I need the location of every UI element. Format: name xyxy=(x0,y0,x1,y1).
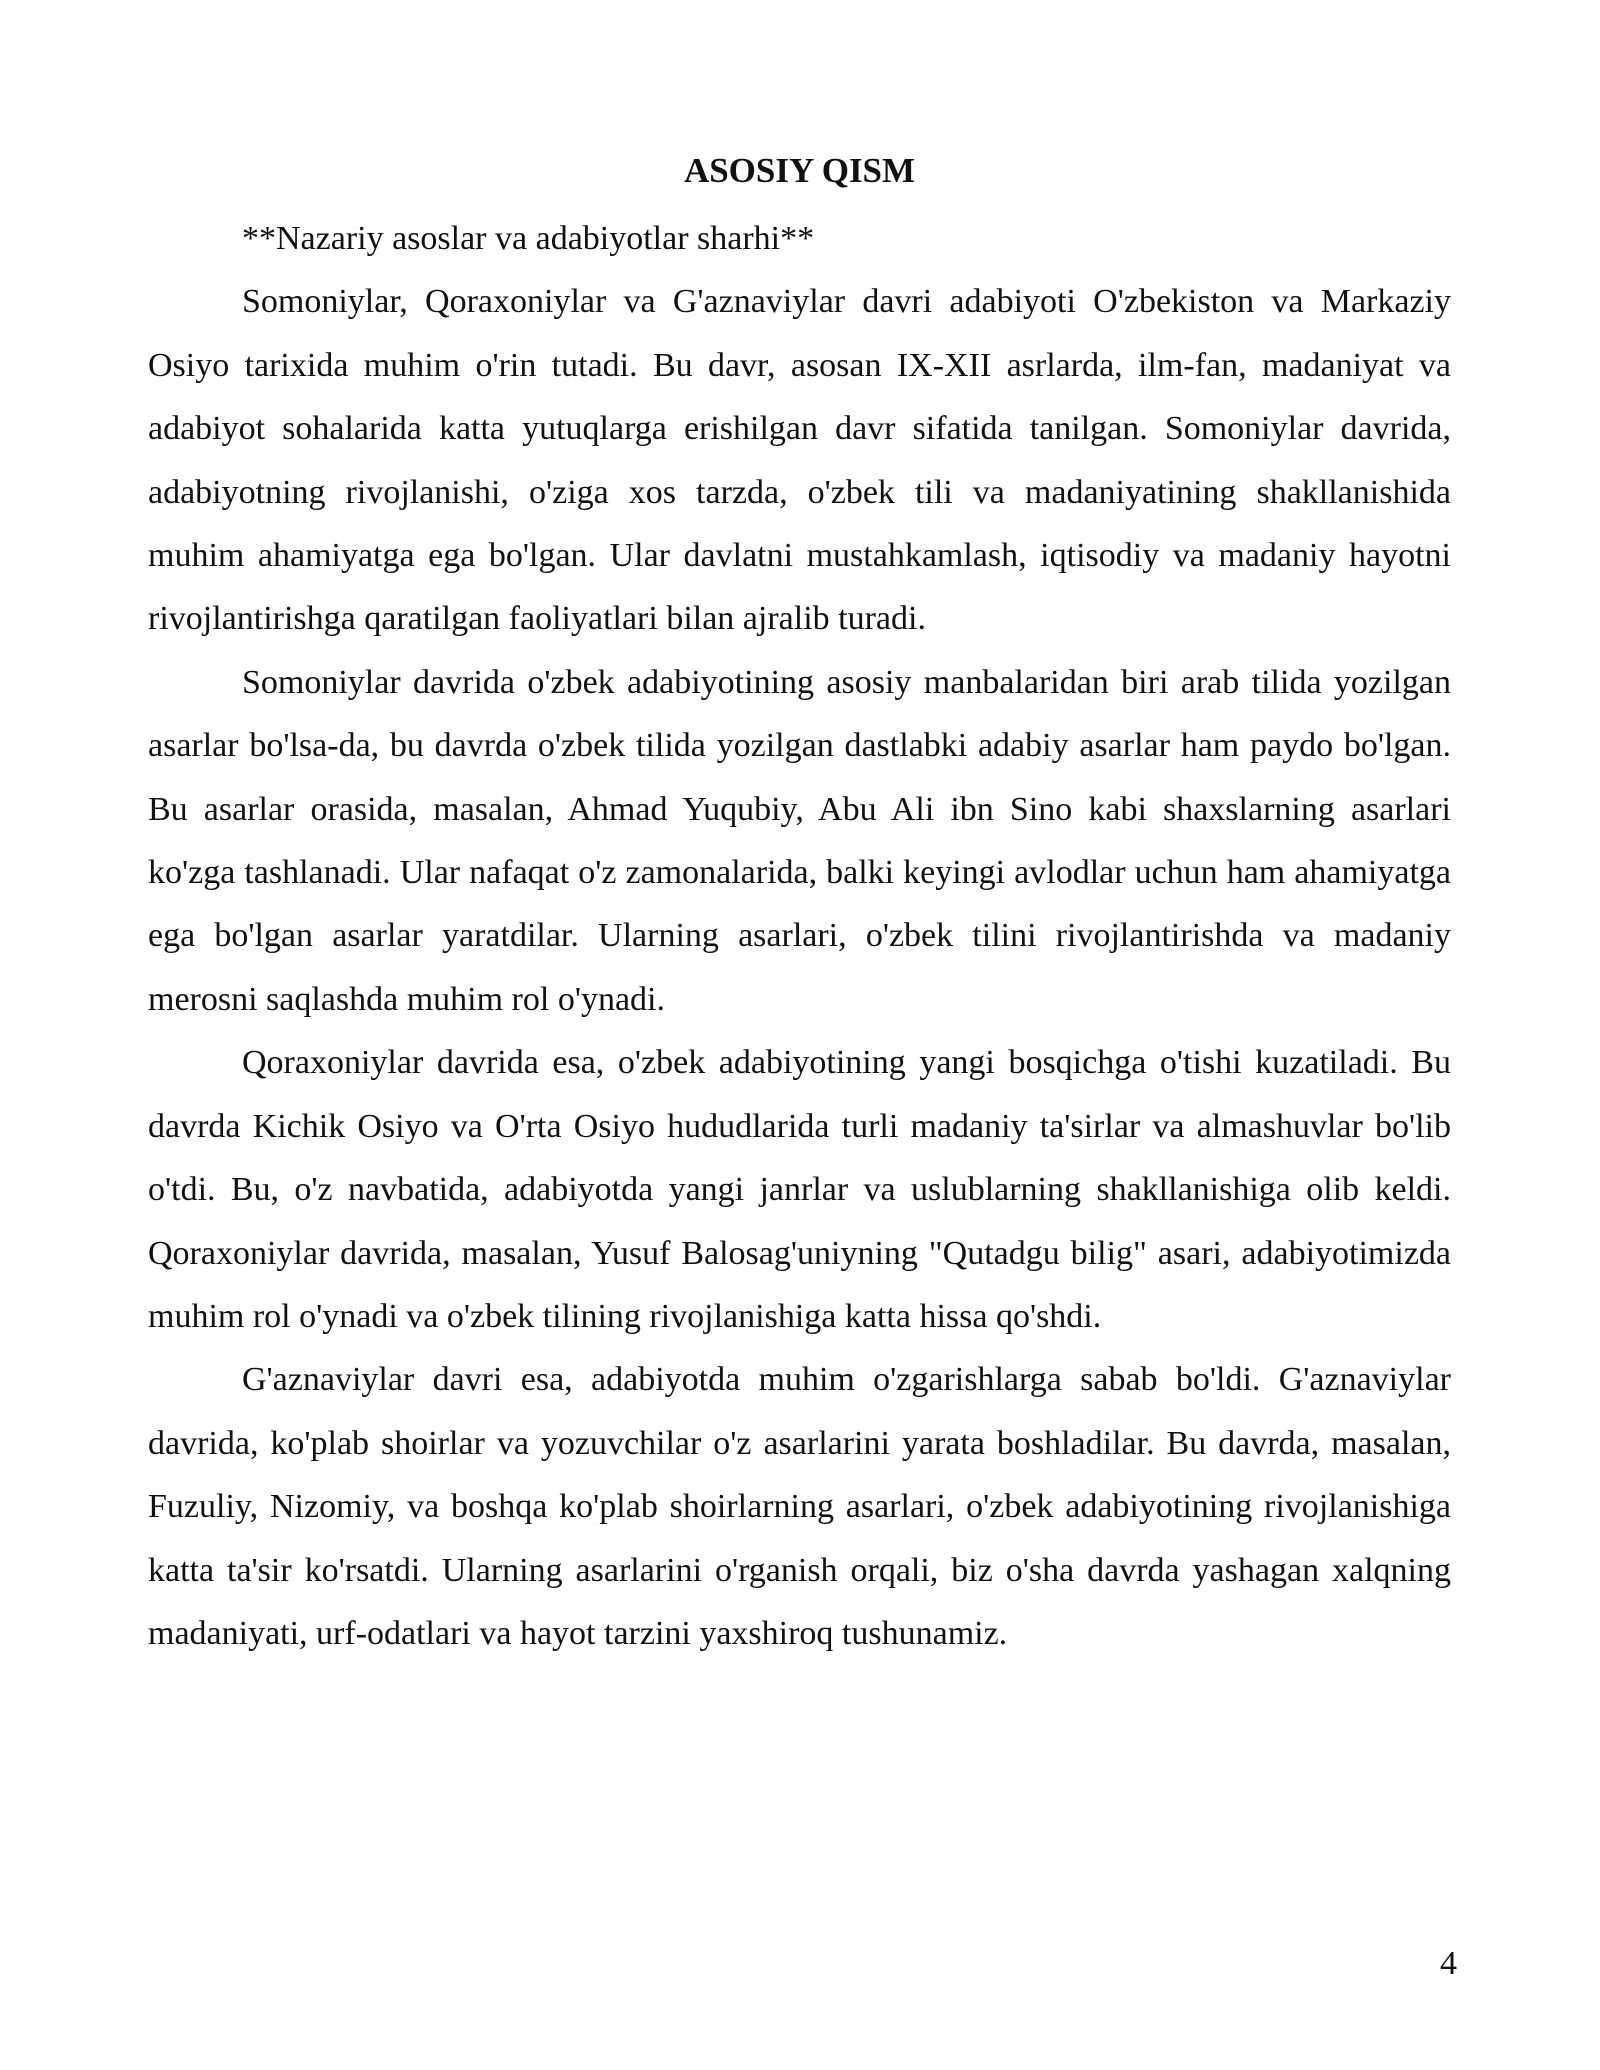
body-paragraph-4: G'aznaviylar davri esa, adabiyotda muhim o'zgarishlarga sabab bo'ldi. G'aznaviylar davrida, ko'plab shoirlar va yozuvchilar o'z asarlarini yarata boshladilar. Bu davrda, masalan, Fuzuliy, Nizomiy, va boshqa ko'plab shoirlarning asarlari, o'zbek adabiyotining rivojlanishiga katta ta'sir ko'rsatdi. Ularning asarlarini o'rganish orqali, biz o'sha davrda yashagan xalqning madaniyati, urf-odatlari va hayot tarzini yaxshiroq tushunamiz. xyxy=(148,1361,1451,1652)
page-content xyxy=(148,145,1451,1665)
body-paragraph-1: Somoniylar, Qoraxoniylar va G'aznaviylar davri adabiyoti O'zbekiston va Markaziy Osiyo tarixida muhim o'rin tutadi. Bu davr, asosan IX-XII asrlarda, ilm-fan, madaniyat va adabiyot sohalarida katta yutuqlarga erishilgan davr sifatida tanilgan. Somoniylar davrida, adabiyotning rivojlanishi, o'ziga xos tarzda, o'zbek tili va madaniyatining shakllanishida muhim ahamiyatga ega bo'lgan. Ular davlatni mustahkamlash, iqtisodiy va madaniy hayotni rivojlantirishga qaratilgan faoliyatlari bilan ajralib turadi. xyxy=(148,283,1451,638)
section-subtitle: **Nazariy asoslar va adabiyotlar sharhi** xyxy=(242,220,815,257)
body-paragraph-2: Somoniylar davrida o'zbek adabiyotining asosiy manbalaridan biri arab tilida yozilgan asarlar bo'lsa-da, bu davrda o'zbek tilida yozilgan dastlabki adabiy asarlar ham paydo bo'lgan. Bu asarlar orasida, masalan, Ahmad Yuqubiy, Abu Ali ibn Sino kabi shaxslarning asarlari ko'zga tashlanadi. Ular nafaqat o'z zamonalarida, balki keyingi avlodlar uchun ham ahamiyatga ega bo'lgan asarlar yaratdilar. Ularning asarlari, o'zbek tilini rivojlantirishda va madaniy merosni saqlashda muhim rol o'ynadi. xyxy=(148,663,1451,1018)
page-number: 4 xyxy=(1440,1945,1457,1982)
body-paragraph-3: Qoraxoniylar davrida esa, o'zbek adabiyotining yangi bosqichga o'tishi kuzatiladi. Bu davrda Kichik Osiyo va O'rta Osiyo hududlarida turli madaniy ta'sirlar va almashuvlar bo'lib o'tdi. Bu, o'z navbatida, adabiyotda yangi janrlar va uslublarning shakllanishiga olib keldi. Qoraxoniylar davrida, masalan, Yusuf Balosag'uniyning "Qutadgu bilig" asari, adabiyotimizda muhim rol o'ynadi va o'zbek tilining rivojlanishiga katta hissa qo'shdi. xyxy=(148,1044,1451,1335)
section-title: ASOSIY QISM xyxy=(683,151,916,190)
